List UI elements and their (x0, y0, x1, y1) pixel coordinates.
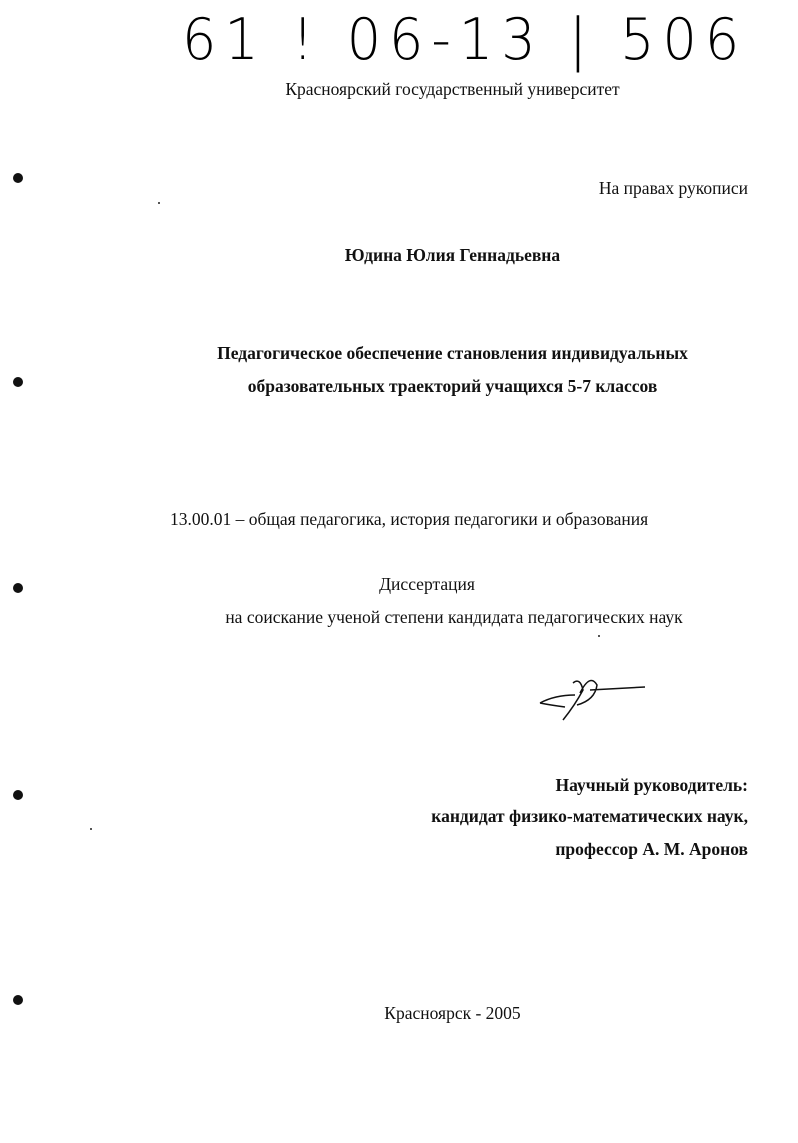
specialty-code: 13.00.01 – общая педагогика, история педагогики и образования (170, 509, 649, 529)
place-and-year: Красноярск - 2005 (384, 1003, 521, 1023)
punch-hole (13, 173, 23, 183)
punch-hole (13, 995, 23, 1005)
punch-hole (13, 377, 23, 387)
punch-hole (13, 790, 23, 800)
supervisor-name: профессор А. М. Аронов (555, 839, 748, 859)
document-type: Диссертация (379, 574, 475, 594)
supervisor-heading: Научный руководитель: (555, 775, 748, 795)
signature (535, 665, 650, 725)
university-name: Красноярский государственный университет (285, 79, 620, 99)
scan-speck (598, 635, 600, 637)
supervisor-degree: кандидат физико-математических наук, (431, 806, 748, 826)
scan-speck (90, 828, 92, 830)
scan-speck (158, 202, 160, 204)
title-line-1: Педагогическое обеспечение становления индивидуальных (217, 343, 688, 363)
punch-hole (13, 583, 23, 593)
author-name: Юдина Юлия Геннадьевна (344, 245, 561, 265)
handwritten-archive-code: 61 ! 06-13 | 506 (182, 6, 748, 73)
manuscript-rights-note: На правах рукописи (598, 178, 748, 198)
degree-statement: на соискание ученой степени кандидата педагогических наук (225, 607, 683, 627)
title-line-2: образовательных траекторий учащихся 5-7 классов (247, 376, 658, 396)
